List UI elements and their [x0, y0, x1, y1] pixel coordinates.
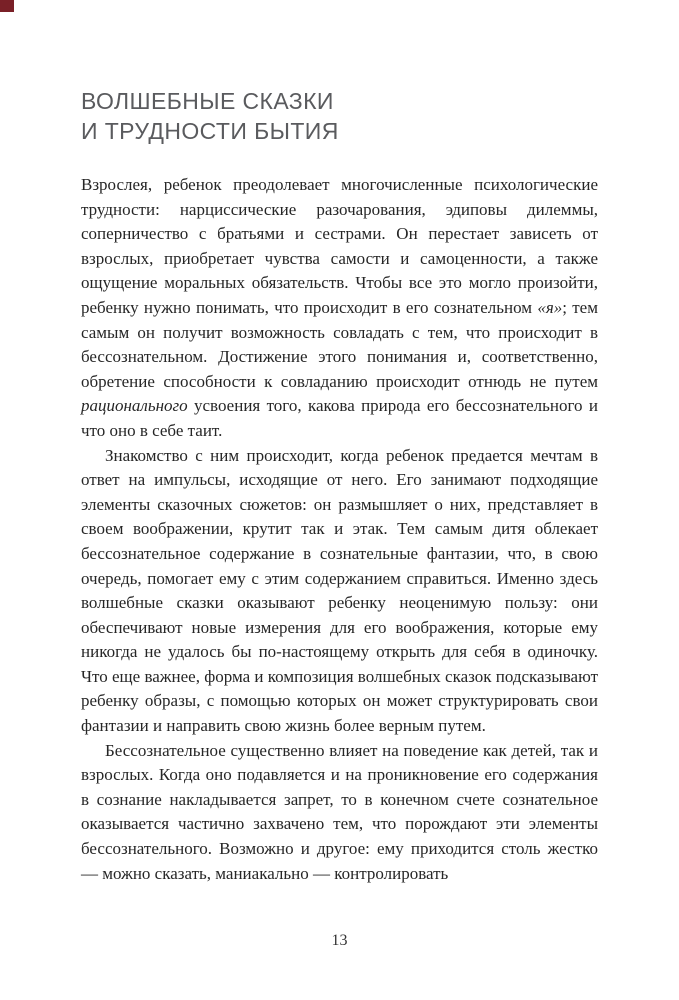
chapter-title-line-1: ВОЛШЕБНЫЕ СКАЗКИ — [81, 88, 334, 114]
chapter-title — [81, 86, 598, 146]
paragraph — [81, 173, 598, 444]
paragraph — [81, 739, 598, 887]
text-run: Взрослея, ребенок преодолевает многочисленные психологические трудности: нарциссические разочарования, эдиповы дилеммы, соперничество с братьями и сестрами. Он перестает зависеть от взрослых, приобретает чувства самости и самоценности, а также ощущение моральных обязательств. Чтобы все это могло произойти, ребенку нужно понимать, что происходит в его сознательном — [81, 175, 598, 317]
corner-marker — [0, 0, 14, 12]
page-number: 13 — [331, 932, 348, 949]
body-text — [81, 173, 598, 886]
text-run: усвоения того, какова природа его бессознательного и что оно в себе таит. — [81, 396, 598, 440]
paragraph — [81, 444, 598, 739]
text-run: Бессознательное существенно влияет на поведение как детей, так и взрослых. Когда оно подавляется и на проникновение его содержания в сознание накладывается запрет, то в конечном счете сознательное оказывается частично захвачено тем, что порождают эти элементы бессознательного. Возможно и другое: ему приходится столь жестко — можно сказать, маниакально — контролировать — [81, 740, 598, 883]
italic-text-run: «я» — [537, 297, 563, 317]
text-run: Знакомство с ним происходит, когда ребенок предается мечтам в ответ на импульсы, исходящие от него. Его занимают подходящие элементы сказочных сюжетов: он размышляет о них, представляет в своем воображении, крутит так и этак. Тем самым дитя облекает бессознательное содержание в сознательные фантазии, что, в свою очередь, помогает ему с этим содержанием справиться. Именно здесь волшебные сказки оказывают ребенку неоценимую пользу: они обеспечивают новые измерения для его воображения, которые ему никогда не удалось бы по-настоящему открыть для себя в одиночку. Что еще важнее, форма и композиция волшебных сказок подсказывают ребенку образы, с помощью которых он может структурировать свои фантазии и направить свою жизнь более верным путем. — [81, 445, 598, 736]
italic-text-run: рационального — [81, 396, 188, 416]
chapter-title-line-2: И ТРУДНОСТИ БЫТИЯ — [81, 118, 339, 144]
page-content — [81, 0, 598, 886]
text-run: ; тем самым он получит возможность совладать с тем, что происходит в бессознательном. Достижение этого понимания и, соответственно, обретение способности к совладанию происходит отнюдь не путем — [81, 297, 598, 391]
